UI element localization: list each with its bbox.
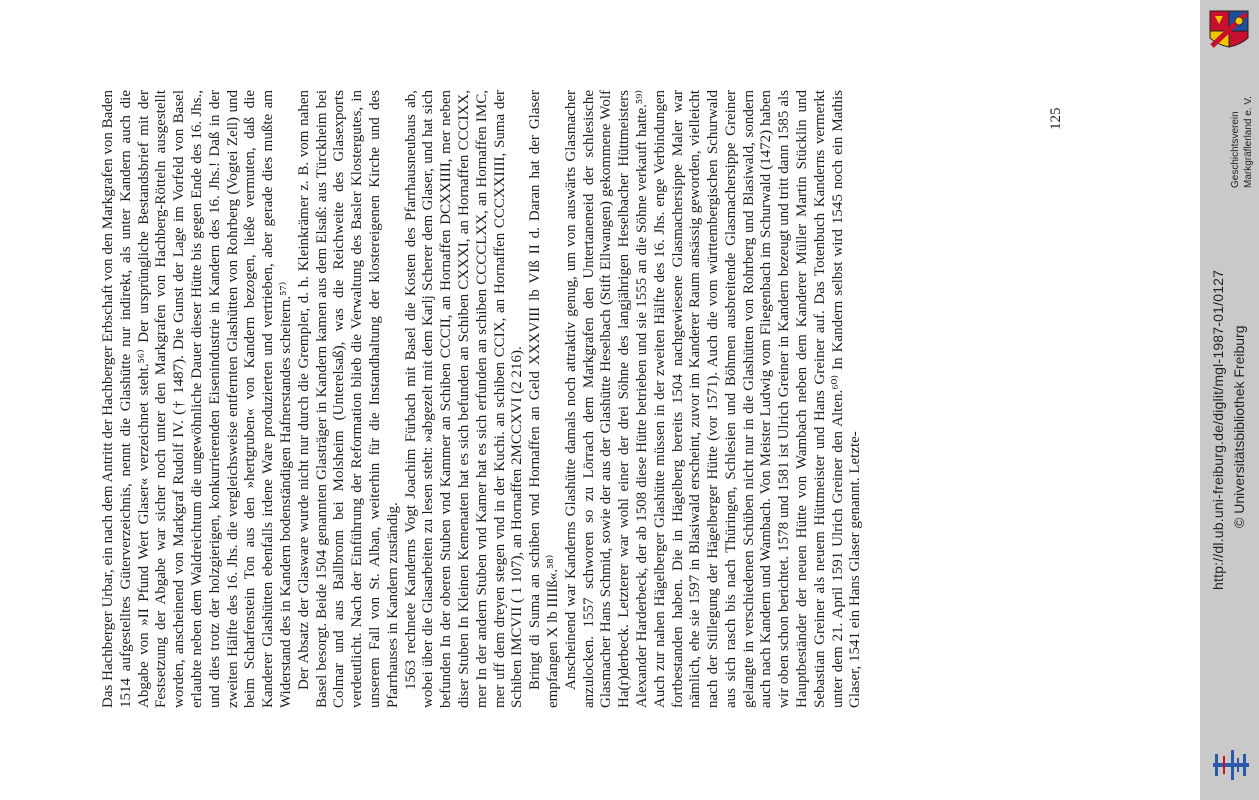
paragraph-3: 1563 rechnete Kanderns Vogt Joachim Fürbach mit Basel die Kosten des Pfarrhausneubaus ab, wobei über die Glasarbeiten zu lesen steht: »abgezelt mit dem Karlj Scherer dem Glaser, und hat sich befunden In der oberen Stuben vnd Kammer an Schiben CCCII, an Hornaffen DCXXIIII, mer neben diser Stuben In Kleinen Kemenaten hat es sich befunden an Schiben CXXXI, an Hornaffen CCCIXX, mer In der andern Stuben vnd Kamer hat es sich erfunden an schiben CCCCLXX, an Hornaffen IMC, mer uff dem dreyen stegen vnd in der Kuchi. an schiben CCIX, an Hornaffen CCCXXIIII, Suma der Schiben IMCVII ( 1 107), an Hornaffen 2MCCXVI (2 216). <box>402 90 526 708</box>
society-name-line1: Geschichtsverein <box>1230 111 1241 188</box>
ub-freiburg-logo-icon <box>1209 748 1253 782</box>
society-name-line2: Markgräflerland e. V. <box>1243 96 1254 188</box>
paragraph-4: Bringt di Suma an schiben vnd Hornaffen an Geld XXXVIII lb VIß II d. Daran hat der Glaser empfangen X lb IIIIß«.⁵⁸⁾ <box>527 90 561 708</box>
coat-of-arms-icon <box>1206 8 1252 50</box>
paragraph-2: Der Absatz der Glasware wurde nicht nur durch die Grempler, d. h. Kleinkrämer z. B. vom nahen Basel besorgt. Beide 1504 genannten Glasträger in Kandern kamen aus dem Elsaß: aus Türckheim bei Colmar und aus Ballbronn bei Molsheim (Unterelsaß), was die Reichweite des Glasexports verdeutlicht. Nach der Einführung der Reformation blieb die Verwaltung des Basler Klostergutes, in unserem Fall von St. Alban, weiterhin für die Instandhaltung der klostereigenen Kirche und des Pfarrhauses in Kandern zuständig. <box>295 90 401 708</box>
viewer-sidebar <box>1200 0 1259 800</box>
document-url-link[interactable]: http://dl.ub.uni-freiburg.de/diglit/mgl-1987-01/0127 <box>1210 269 1226 590</box>
copyright-notice: © Universitätsbibliothek Freiburg <box>1231 325 1247 528</box>
body-text <box>100 90 865 708</box>
page-number: 125 <box>1048 107 1064 130</box>
sidebar-rotated-text <box>1200 0 1259 800</box>
paragraph-1: Das Hachberger Urbar, ein nach dem Antritt der Hachberger Erbschaft von den Markgrafen von Baden 1514 aufgestelltes Güterverzeichnis, nennt die Glashütte nur indirekt, als unter Kandern auch die Abgabe von »II Pfund Wert Glaser« verzeichnet steht.⁵⁶⁾ Der ursprüngliche Bestandsbrief mit der Festsetzung der Abgabe war sicher noch unter den Markgrafen von Hachberg-Rötteln ausgestellt worden, anscheinend von Markgraf Rudolf IV. († 1487). Die Gunst der Lage im Vorfeld von Basel erlaubte neben dem Waldreichtum die ungewöhnliche Dauer dieser Hütte bis gegen Ende des 16. Jhs., und dies trotz der holzgierigen, konkurrierenden Eisenindustrie in Kandern des 16. Jhs.! Daß in der zweiten Hälfte des 16. Jhs. die vergleichsweise entfernten Glashütten von Rohrberg (Vogtei Zell) und beim Scharfenstein Ton aus den »hertgruben« von Kandern bezogen, ließe vermuten, daß die Kanderer Glashütten ebenfalls irdene Ware produzierten und vertrieben, aber gerade dies mußte am Widerstand des in Kandern bodenständigen Hafnerstandes scheitern.⁵⁷⁾ <box>100 90 294 708</box>
paragraph-5: Anscheinend war Kanderns Glashütte damals noch attraktiv genug, um von auswärts Glasmacher anzulocken. 1557 schworen so zu Lörrach dem Markgrafen den Untertaneneid der schlesische Glasmacher Hans Schmid, sowie der aus der Glashütte Heselbach (Stift Ellwangen) gekommene Wolf Ha(r)derbeck. Letzterer war wohl einer der drei Söhne des langjährigen Heselbacher Hüttmeisters Alexander Harderbeck, der ab 1508 diese Hütte betrieben und sie 1555 an die Söhne verkauft hatte.⁵⁹⁾ Auch zur nahen Hägelberger Glashütte müssen in der zweiten Hälfte des 16. Jhs. enge Verbindungen fortbestanden haben. Die in Hägelberg bereits 1504 nachgewiesene Glasmachersippe Maler war nämlich, ehe sie 1597 in Blasiwald erscheint, zuvor im Kanderer Raum ansässig geworden, vielleicht nach der Stillegung der Hägelberger Hütte (vor 1571). Auch die vom württembergischen Schurwald aus sich rasch bis nach Thüringen, Schlesien und Böhmen ausbreitende Glasmachersippe Greiner gelangte in verschiedenen Schüben nicht nur in die Glashütten von Rohrberg und Blasiwald, sondern auch nach Kandern und Wambach. Von Meister Ludwig vom Fliegenbach im Schurwald (1472) haben wir oben schon berichtet. 1578 und 1581 ist Ulrich Greiner in Kandern bezeugt und tritt dann 1585 als Hauptbeständer der neuen Hütte von Wambach neben dem Kanderer Müller Martin Stücklin und Sebastian Greiner als neuem Hüttmeister und Hans Greiner auf. Das Totenbuch Kanderns vermerkt unter dem 21. April 1591 Ulrich Greiner den Alten.⁶⁰⁾ In Kandern selbst wird 1545 noch ein Mathis Glaser, 1541 ein Hans Glaser genannt. Letzte- <box>562 90 864 708</box>
